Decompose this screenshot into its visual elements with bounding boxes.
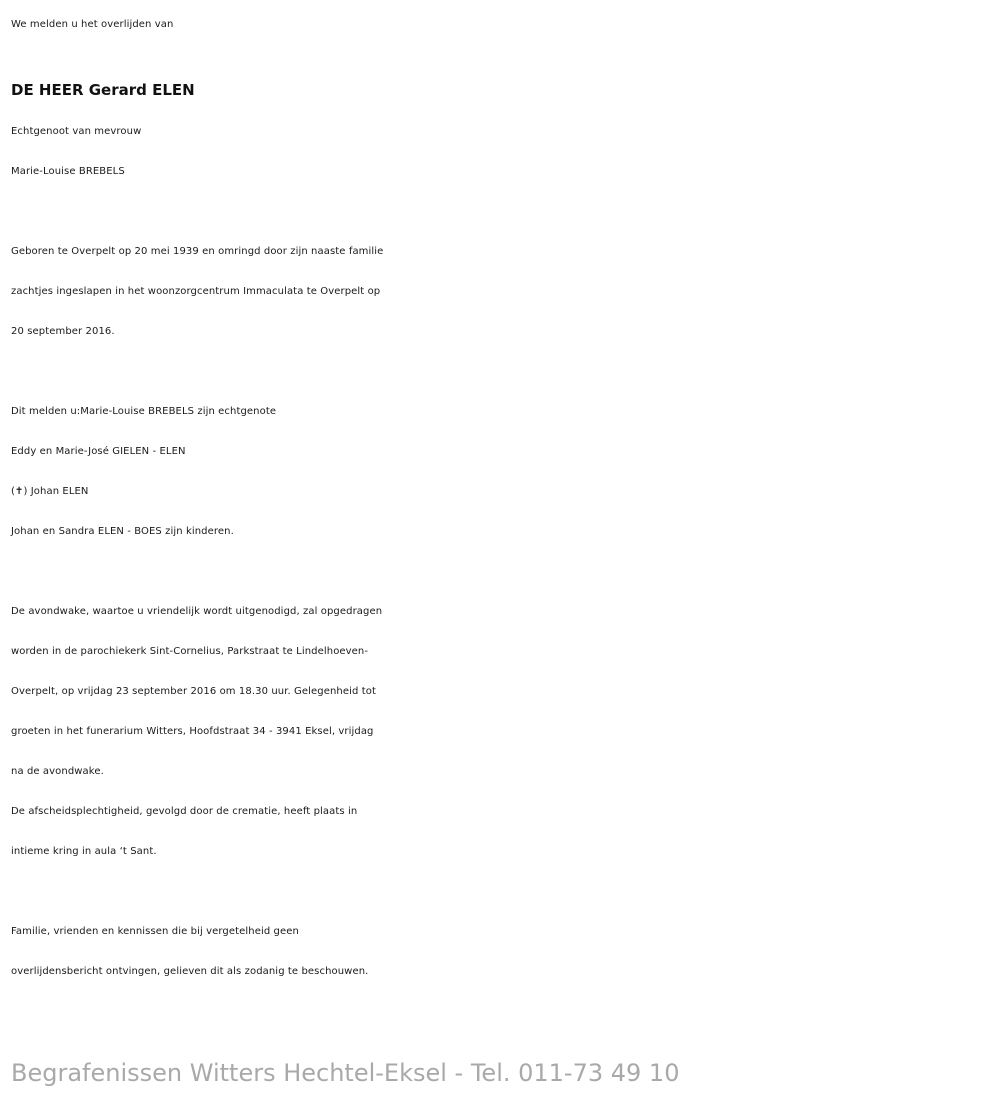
spacer [11, 872, 996, 912]
intro-text: We melden u het overlijden van [11, 19, 174, 30]
paragraph-line: Johan en Sandra ELEN - BOES zijn kinderen. [11, 526, 234, 537]
spouse-line-1: Echtgenoot van mevrouw [11, 126, 142, 137]
spacer [11, 192, 996, 232]
ceremony-paragraph [11, 592, 996, 872]
paragraph-line: De afscheidsplechtigheid, gevolgd door de crematie, heeft plaats in [11, 806, 358, 817]
paragraph-line: 20 september 2016. [11, 326, 115, 337]
paragraph-line: Familie, vrienden en kennissen die bij vergetelheid geen [11, 926, 299, 937]
paragraph-line: groeten in het funerarium Witters, Hoofdstraat 34 - 3941 Eksel, vrijdag [11, 726, 374, 737]
paragraph-line: overlijdensbericht ontvingen, gelieven dit als zodanig te beschouwen. [11, 966, 369, 977]
paragraph-line: na de avondwake. [11, 766, 104, 777]
paragraph-line: (✝) Johan ELEN [11, 486, 89, 497]
paragraph-line: intieme kring in aula ‘t Sant. [11, 846, 157, 857]
paragraph-line: Geboren te Overpelt op 20 mei 1939 en omringd door zijn naaste familie [11, 246, 384, 257]
paragraph-line: Dit melden u:Marie-Louise BREBELS zijn echtgenote [11, 406, 277, 417]
family-paragraph [11, 392, 996, 552]
death-notice [11, 5, 996, 992]
spacer [11, 552, 996, 592]
birth-death-paragraph [11, 232, 996, 352]
paragraph-line: zachtjes ingeslapen in het woonzorgcentrum Immaculata te Overpelt op [11, 286, 381, 297]
funeral-home-footer: Begrafenissen Witters Hechtel-Eksel - Tel. 011-73 49 10 [11, 1059, 680, 1087]
paragraph-line: Eddy en Marie-José GIELEN - ELEN [11, 446, 186, 457]
spacer [11, 352, 996, 392]
deceased-name: DE HEER Gerard ELEN [11, 81, 195, 99]
paragraph-line: De avondwake, waartoe u vriendelijk wordt uitgenodigd, zal opgedragen [11, 606, 383, 617]
spacer [11, 45, 996, 68]
paragraph-line: Overpelt, op vrijdag 23 september 2016 om 18.30 uur. Gelegenheid tot [11, 686, 376, 697]
closing-paragraph [11, 912, 996, 992]
spouse-line-2: Marie-Louise BREBELS [11, 166, 125, 177]
paragraph-line: worden in de parochiekerk Sint-Cornelius, Parkstraat te Lindelhoeven- [11, 646, 369, 657]
